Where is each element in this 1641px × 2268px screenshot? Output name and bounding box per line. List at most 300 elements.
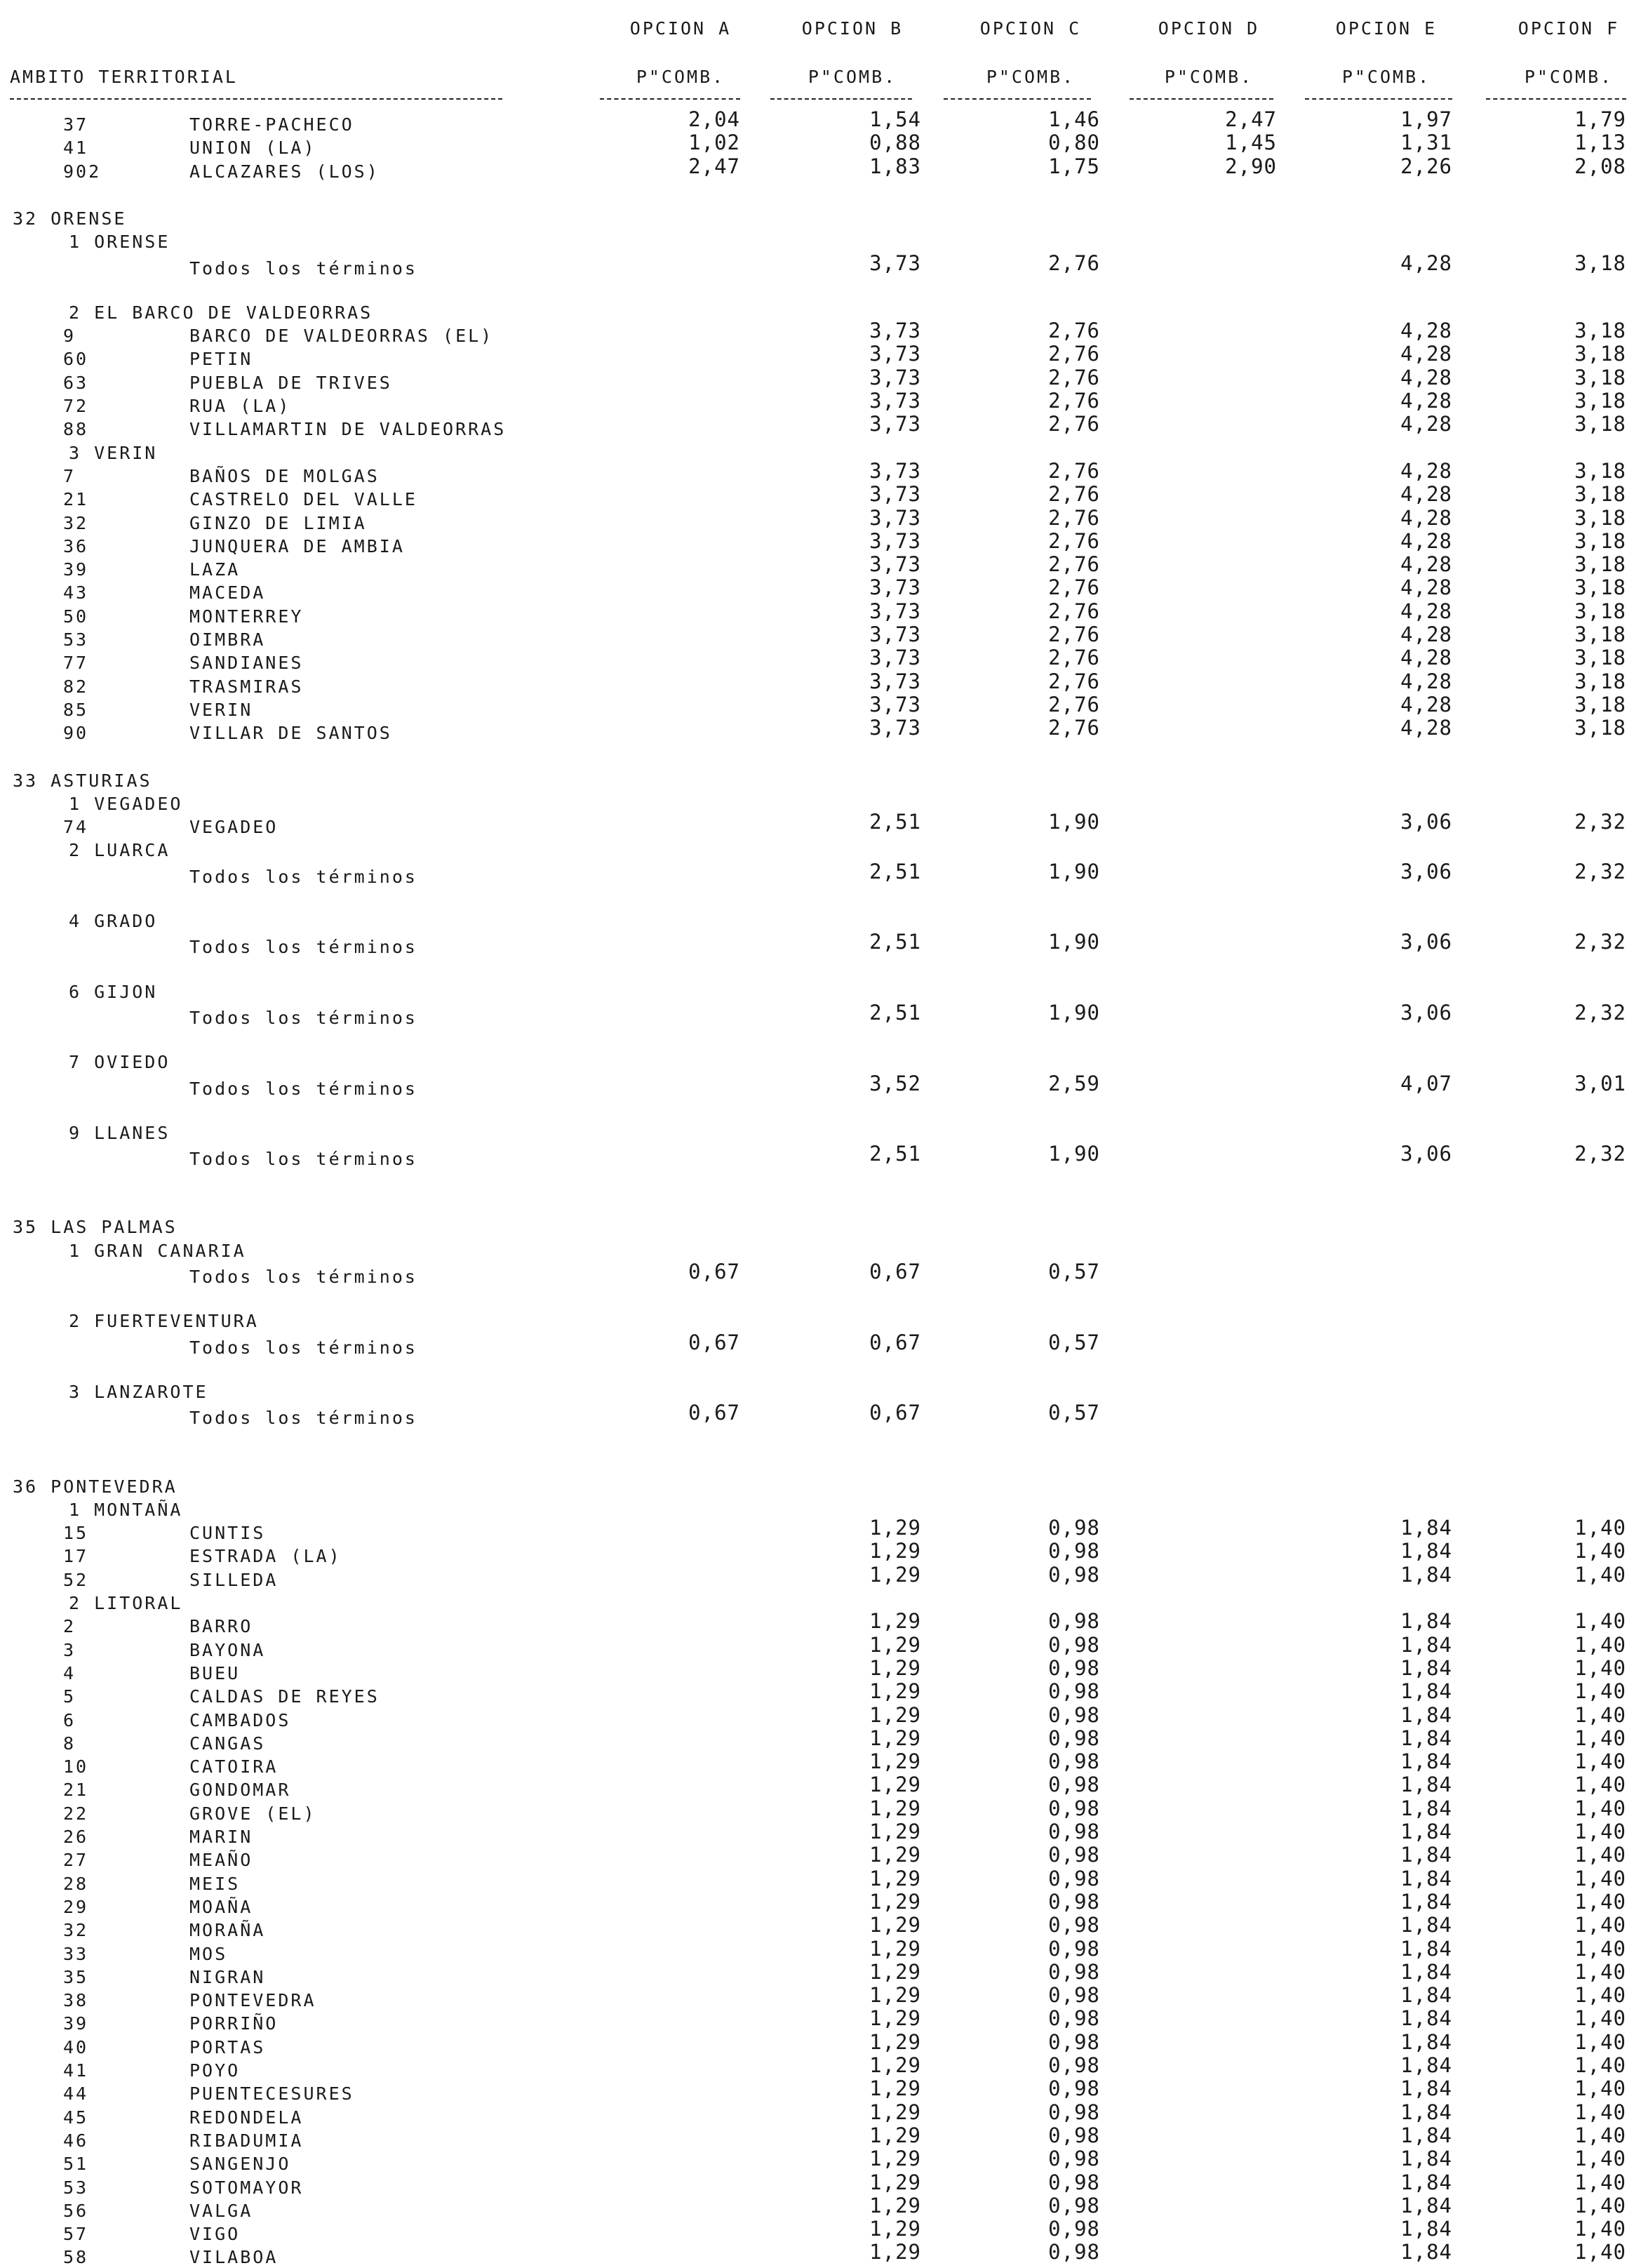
value-cell: 3,73 <box>869 669 921 693</box>
option-underline <box>944 98 1091 100</box>
value-cell: 2,32 <box>1574 930 1626 954</box>
value-cell: 3,73 <box>869 622 921 646</box>
value-cell: 1,40 <box>1574 2100 1626 2124</box>
value-cell: 0,98 <box>1048 1655 1100 1680</box>
all-terms-label: Todos los términos <box>189 1078 417 1099</box>
municipality-code: 58 <box>63 2247 89 2268</box>
value-cell: 1,46 <box>1048 107 1100 131</box>
value-cell: 1,84 <box>1400 2193 1452 2217</box>
municipality-name: ALCAZARES (LOS) <box>189 161 380 182</box>
value-cell: 1,40 <box>1574 1539 1626 1563</box>
municipality-name: POYO <box>189 2060 241 2081</box>
option-underline <box>1130 98 1273 100</box>
value-cell: 0,98 <box>1048 2240 1100 2264</box>
value-cell: 4,28 <box>1400 412 1452 436</box>
municipality-code: 44 <box>63 2083 89 2104</box>
value-cell: 2,32 <box>1574 859 1626 883</box>
municipality-code: 28 <box>63 1873 89 1894</box>
value-cell: 2,51 <box>869 1000 921 1025</box>
value-cell: 3,18 <box>1574 669 1626 693</box>
value-cell: 1,02 <box>688 131 740 155</box>
municipality-name: MEAÑO <box>189 1850 253 1871</box>
municipality-code: 77 <box>63 653 89 674</box>
value-cell: 0,98 <box>1048 2100 1100 2124</box>
value-cell: 1,29 <box>869 1539 921 1563</box>
value-cell: 1,84 <box>1400 1820 1452 1843</box>
municipality-name: MOAÑA <box>189 1896 253 1917</box>
value-cell: 1,40 <box>1574 1726 1626 1750</box>
value-cell: 2,76 <box>1048 622 1100 646</box>
municipality-code: 72 <box>63 396 89 416</box>
value-cell: 0,57 <box>1048 1260 1100 1283</box>
value-cell: 1,84 <box>1400 1843 1452 1867</box>
municipality-name: NIGRAN <box>189 1966 266 1987</box>
value-cell: 3,18 <box>1574 716 1626 740</box>
municipality-code: 33 <box>63 1943 89 1964</box>
municipality-name: MEIS <box>189 1873 241 1894</box>
option-underline <box>1305 98 1452 100</box>
value-cell: 1,84 <box>1400 1959 1452 1984</box>
municipality-name: CUNTIS <box>189 1523 266 1544</box>
municipality-code: 7 <box>63 465 76 486</box>
value-cell: 1,84 <box>1400 1773 1452 1797</box>
municipality-code: 85 <box>63 699 89 720</box>
value-cell: 1,90 <box>1048 859 1100 883</box>
value-cell: 1,40 <box>1574 1889 1626 1914</box>
municipality-name: SILLEDA <box>189 1569 279 1590</box>
value-cell: 0,98 <box>1048 2053 1100 2077</box>
value-cell: 1,84 <box>1400 1796 1452 1820</box>
value-cell: 1,40 <box>1574 1632 1626 1657</box>
zone-heading: 4 GRADO <box>69 911 158 931</box>
option-subheader: P"COMB. <box>986 67 1076 87</box>
value-cell: 0,67 <box>688 1330 740 1354</box>
value-cell: 3,73 <box>869 716 921 740</box>
value-cell: 0,98 <box>1048 1983 1100 2008</box>
municipality-code: 32 <box>63 512 89 533</box>
value-cell: 0,98 <box>1048 1749 1100 1774</box>
value-cell: 1,84 <box>1400 1726 1452 1750</box>
value-cell: 1,84 <box>1400 1562 1452 1587</box>
municipality-name: CAMBADOS <box>189 1709 291 1730</box>
zone-heading: 1 GRAN CANARIA <box>69 1240 246 1261</box>
value-cell: 2,08 <box>1574 154 1626 178</box>
value-cell: 0,98 <box>1048 1913 1100 1937</box>
municipality-name: TRASMIRAS <box>189 676 304 697</box>
value-cell: 1,40 <box>1574 2193 1626 2217</box>
municipality-code: 6 <box>63 1709 76 1730</box>
value-cell: 0,98 <box>1048 2123 1100 2147</box>
all-terms-label: Todos los términos <box>189 1408 417 1429</box>
value-cell: 0,98 <box>1048 1539 1100 1563</box>
value-cell: 1,29 <box>869 1726 921 1750</box>
value-cell: 4,28 <box>1400 646 1452 670</box>
value-cell: 1,84 <box>1400 2029 1452 2054</box>
value-cell: 3,73 <box>869 528 921 553</box>
municipality-code: 3 <box>63 1639 76 1660</box>
value-cell: 0,98 <box>1048 1632 1100 1657</box>
value-cell: 3,18 <box>1574 622 1626 646</box>
value-cell: 0,67 <box>869 1401 921 1425</box>
option-header: OPCION D <box>1158 18 1260 39</box>
option-subheader: P"COMB. <box>808 67 897 87</box>
value-cell: 0,98 <box>1048 2076 1100 2101</box>
municipality-name: VIGO <box>189 2224 241 2245</box>
value-cell: 2,51 <box>869 810 921 834</box>
value-cell: 4,28 <box>1400 365 1452 389</box>
municipality-name: GINZO DE LIMIA <box>189 512 367 533</box>
value-cell: 3,18 <box>1574 692 1626 716</box>
all-terms-label: Todos los términos <box>189 1267 417 1287</box>
option-header: OPCION E <box>1335 18 1438 39</box>
municipality-name: VERIN <box>189 699 253 720</box>
value-cell: 3,73 <box>869 342 921 366</box>
value-cell: 1,84 <box>1400 1913 1452 1937</box>
value-cell: 1,40 <box>1574 2006 1626 2031</box>
value-cell: 2,76 <box>1048 575 1100 600</box>
municipality-name: REDONDELA <box>189 2107 304 2128</box>
value-cell: 1,29 <box>869 2123 921 2147</box>
municipality-code: 2 <box>63 1616 76 1637</box>
value-cell: 1,40 <box>1574 2076 1626 2101</box>
value-cell: 4,28 <box>1400 342 1452 366</box>
zone-heading: 9 LLANES <box>69 1122 170 1143</box>
province-heading: 36 PONTEVEDRA <box>13 1476 178 1497</box>
option-underline <box>770 98 912 100</box>
value-cell: 0,98 <box>1048 2147 1100 2171</box>
value-cell: 2,47 <box>1225 107 1277 131</box>
value-cell: 1,84 <box>1400 1632 1452 1657</box>
value-cell: 0,98 <box>1048 2170 1100 2194</box>
value-cell: 3,18 <box>1574 482 1626 507</box>
municipality-code: 56 <box>63 2200 89 2221</box>
all-terms-label: Todos los términos <box>189 1337 417 1358</box>
value-cell: 2,76 <box>1048 482 1100 507</box>
municipality-code: 10 <box>63 1756 89 1777</box>
value-cell: 2,76 <box>1048 505 1100 530</box>
municipality-name: CASTRELO DEL VALLE <box>189 489 417 510</box>
value-cell: 1,40 <box>1574 1562 1626 1587</box>
value-cell: 2,51 <box>869 930 921 954</box>
municipality-code: 43 <box>63 582 89 603</box>
value-cell: 3,06 <box>1400 810 1452 834</box>
value-cell: 1,84 <box>1400 2006 1452 2031</box>
value-cell: 1,29 <box>869 1843 921 1867</box>
value-cell: 3,18 <box>1574 365 1626 389</box>
value-cell: 1,75 <box>1048 154 1100 178</box>
value-cell: 1,29 <box>869 1889 921 1914</box>
municipality-name: CALDAS DE REYES <box>189 1686 380 1707</box>
value-cell: 0,98 <box>1048 2006 1100 2031</box>
value-cell: 4,28 <box>1400 482 1452 507</box>
value-cell: 3,18 <box>1574 599 1626 623</box>
value-cell: 0,98 <box>1048 1609 1100 1634</box>
value-cell: 3,73 <box>869 692 921 716</box>
municipality-name: BAÑOS DE MOLGAS <box>189 465 380 486</box>
value-cell: 4,28 <box>1400 599 1452 623</box>
value-cell: 1,29 <box>869 1959 921 1984</box>
value-cell: 2,76 <box>1048 365 1100 389</box>
value-cell: 2,51 <box>869 1142 921 1166</box>
value-cell: 2,90 <box>1225 154 1277 178</box>
option-header: OPCION B <box>801 18 904 39</box>
value-cell: 1,84 <box>1400 2170 1452 2194</box>
municipality-name: RIBADUMIA <box>189 2130 304 2151</box>
value-cell: 3,06 <box>1400 859 1452 883</box>
value-cell: 4,28 <box>1400 716 1452 740</box>
value-cell: 1,40 <box>1574 1609 1626 1634</box>
municipality-code: 15 <box>63 1523 89 1544</box>
value-cell: 3,06 <box>1400 1000 1452 1025</box>
value-cell: 1,31 <box>1400 131 1452 155</box>
value-cell: 1,40 <box>1574 1820 1626 1843</box>
value-cell: 2,76 <box>1048 389 1100 413</box>
value-cell: 1,40 <box>1574 2170 1626 2194</box>
value-cell: 1,40 <box>1574 1516 1626 1540</box>
zone-heading: 2 LITORAL <box>69 1593 183 1613</box>
value-cell: 0,57 <box>1048 1330 1100 1354</box>
municipality-name: MARIN <box>189 1827 253 1847</box>
municipality-code: 26 <box>63 1827 89 1847</box>
zone-heading: 2 EL BARCO DE VALDEORRAS <box>69 302 373 323</box>
value-cell: 1,84 <box>1400 1749 1452 1774</box>
value-cell: 0,98 <box>1048 1702 1100 1727</box>
value-cell: 2,76 <box>1048 251 1100 275</box>
value-cell: 4,28 <box>1400 692 1452 716</box>
zone-heading: 2 FUERTEVENTURA <box>69 1311 259 1332</box>
value-cell: 3,73 <box>869 505 921 530</box>
zone-heading: 6 GIJON <box>69 981 158 1002</box>
value-cell: 1,40 <box>1574 1749 1626 1774</box>
option-subheader: P"COMB. <box>1524 67 1614 87</box>
municipality-code: 46 <box>63 2130 89 2151</box>
all-terms-label: Todos los términos <box>189 1149 417 1170</box>
value-cell: 2,76 <box>1048 342 1100 366</box>
value-cell: 3,18 <box>1574 528 1626 553</box>
value-cell: 4,28 <box>1400 458 1452 483</box>
value-cell: 3,73 <box>869 319 921 343</box>
value-cell: 1,29 <box>869 1983 921 2008</box>
all-terms-label: Todos los términos <box>189 937 417 958</box>
municipality-name: UNION (LA) <box>189 138 316 159</box>
municipality-code: 60 <box>63 349 89 370</box>
municipality-code: 53 <box>63 2177 89 2198</box>
value-cell: 3,73 <box>869 552 921 577</box>
municipality-name: MORAÑA <box>189 1920 266 1941</box>
zone-heading: 3 VERIN <box>69 442 158 463</box>
value-cell: 1,84 <box>1400 2217 1452 2241</box>
value-cell: 1,29 <box>869 2193 921 2217</box>
value-cell: 3,18 <box>1574 575 1626 600</box>
municipality-name: BARCO DE VALDEORRAS (EL) <box>189 326 494 347</box>
value-cell: 1,40 <box>1574 2123 1626 2147</box>
municipality-code: 38 <box>63 1990 89 2011</box>
value-cell: 1,83 <box>869 154 921 178</box>
zone-heading: 1 MONTAÑA <box>69 1499 183 1520</box>
value-cell: 4,28 <box>1400 319 1452 343</box>
value-cell: 1,40 <box>1574 1702 1626 1727</box>
value-cell: 3,73 <box>869 412 921 436</box>
value-cell: 1,45 <box>1225 131 1277 155</box>
value-cell: 1,40 <box>1574 1983 1626 2008</box>
value-cell: 3,73 <box>869 458 921 483</box>
municipality-name: VILLAMARTIN DE VALDEORRAS <box>189 419 507 440</box>
municipality-name: PORRIÑO <box>189 2013 279 2034</box>
value-cell: 1,40 <box>1574 1773 1626 1797</box>
value-cell: 1,29 <box>869 2240 921 2264</box>
value-cell: 1,40 <box>1574 1796 1626 1820</box>
municipality-code: 51 <box>63 2154 89 2175</box>
value-cell: 2,76 <box>1048 528 1100 553</box>
municipality-name: OIMBRA <box>189 629 266 650</box>
municipality-code: 57 <box>63 2224 89 2245</box>
option-header: OPCION C <box>979 18 1082 39</box>
value-cell: 1,84 <box>1400 2076 1452 2101</box>
value-cell: 1,84 <box>1400 2147 1452 2171</box>
value-cell: 1,29 <box>869 1773 921 1797</box>
municipality-code: 45 <box>63 2107 89 2128</box>
value-cell: 2,32 <box>1574 1000 1626 1025</box>
municipality-code: 21 <box>63 1780 89 1801</box>
value-cell: 1,40 <box>1574 1959 1626 1984</box>
municipality-code: 4 <box>63 1662 76 1683</box>
municipality-name: MACEDA <box>189 582 266 603</box>
municipality-name: SANGENJO <box>189 2154 291 2175</box>
value-cell: 2,32 <box>1574 810 1626 834</box>
municipality-code: 39 <box>63 2013 89 2034</box>
value-cell: 3,18 <box>1574 342 1626 366</box>
value-cell: 1,40 <box>1574 2147 1626 2171</box>
value-cell: 1,29 <box>869 1655 921 1680</box>
value-cell: 1,29 <box>869 2053 921 2077</box>
value-cell: 3,18 <box>1574 389 1626 413</box>
value-cell: 2,76 <box>1048 716 1100 740</box>
municipality-code: 36 <box>63 535 89 556</box>
value-cell: 0,88 <box>869 131 921 155</box>
option-subheader: P"COMB. <box>636 67 725 87</box>
value-cell: 1,84 <box>1400 1889 1452 1914</box>
value-cell: 3,73 <box>869 646 921 670</box>
value-cell: 2,47 <box>688 154 740 178</box>
value-cell: 3,18 <box>1574 646 1626 670</box>
municipality-code: 41 <box>63 2060 89 2081</box>
value-cell: 1,29 <box>869 1632 921 1657</box>
value-cell: 3,73 <box>869 482 921 507</box>
municipality-name: SOTOMAYOR <box>189 2177 304 2198</box>
municipality-code: 8 <box>63 1733 76 1754</box>
municipality-name: CATOIRA <box>189 1756 279 1777</box>
municipality-code: 40 <box>63 2036 89 2057</box>
municipality-code: 22 <box>63 1803 89 1824</box>
territory-label: AMBITO TERRITORIAL <box>10 67 238 87</box>
value-cell: 1,84 <box>1400 1936 1452 1961</box>
value-cell: 0,98 <box>1048 1866 1100 1890</box>
value-cell: 1,97 <box>1400 107 1452 131</box>
value-cell: 1,40 <box>1574 1655 1626 1680</box>
value-cell: 0,80 <box>1048 131 1100 155</box>
value-cell: 1,29 <box>869 1796 921 1820</box>
value-cell: 1,29 <box>869 2147 921 2171</box>
value-cell: 1,79 <box>1574 107 1626 131</box>
value-cell: 2,76 <box>1048 646 1100 670</box>
zone-heading: 1 ORENSE <box>69 232 170 253</box>
municipality-code: 74 <box>63 817 89 838</box>
value-cell: 0,98 <box>1048 1889 1100 1914</box>
municipality-name: BUEU <box>189 1662 241 1683</box>
value-cell: 1,29 <box>869 1820 921 1843</box>
municipality-code: 50 <box>63 606 89 627</box>
value-cell: 1,84 <box>1400 2240 1452 2264</box>
value-cell: 4,28 <box>1400 622 1452 646</box>
value-cell: 0,98 <box>1048 1679 1100 1704</box>
value-cell: 0,98 <box>1048 2029 1100 2054</box>
value-cell: 1,13 <box>1574 131 1626 155</box>
value-cell: 1,29 <box>869 2029 921 2054</box>
value-cell: 1,29 <box>869 2170 921 2194</box>
value-cell: 1,40 <box>1574 2053 1626 2077</box>
value-cell: 3,73 <box>869 365 921 389</box>
value-cell: 1,90 <box>1048 1000 1100 1025</box>
zone-heading: 7 OVIEDO <box>69 1052 170 1073</box>
value-cell: 1,40 <box>1574 2217 1626 2241</box>
value-cell: 1,54 <box>869 107 921 131</box>
value-cell: 0,98 <box>1048 2217 1100 2241</box>
value-cell: 1,40 <box>1574 1936 1626 1961</box>
option-header: OPCION F <box>1518 18 1620 39</box>
value-cell: 1,84 <box>1400 1516 1452 1540</box>
value-cell: 0,98 <box>1048 1773 1100 1797</box>
value-cell: 4,28 <box>1400 669 1452 693</box>
municipality-code: 29 <box>63 1896 89 1917</box>
value-cell: 3,01 <box>1574 1071 1626 1095</box>
all-terms-label: Todos los términos <box>189 866 417 887</box>
value-cell: 3,18 <box>1574 552 1626 577</box>
value-cell: 1,84 <box>1400 1866 1452 1890</box>
value-cell: 1,29 <box>869 1679 921 1704</box>
value-cell: 1,29 <box>869 1562 921 1587</box>
zone-heading: 3 LANZAROTE <box>69 1381 208 1402</box>
value-cell: 1,40 <box>1574 2240 1626 2264</box>
value-cell: 3,73 <box>869 575 921 600</box>
municipality-name: GROVE (EL) <box>189 1803 316 1824</box>
value-cell: 1,29 <box>869 1516 921 1540</box>
value-cell: 0,98 <box>1048 1959 1100 1984</box>
option-subheader: P"COMB. <box>1164 67 1254 87</box>
value-cell: 0,98 <box>1048 2193 1100 2217</box>
municipality-name: BAYONA <box>189 1639 266 1660</box>
value-cell: 3,18 <box>1574 458 1626 483</box>
value-cell: 4,07 <box>1400 1071 1452 1095</box>
value-cell: 3,18 <box>1574 251 1626 275</box>
value-cell: 1,84 <box>1400 1702 1452 1727</box>
value-cell: 0,67 <box>688 1401 740 1425</box>
territory-underline <box>10 98 502 100</box>
municipality-code: 902 <box>63 161 102 182</box>
value-cell: 1,84 <box>1400 1609 1452 1634</box>
value-cell: 3,18 <box>1574 319 1626 343</box>
option-underline <box>600 98 740 100</box>
province-heading: 33 ASTURIAS <box>13 770 152 791</box>
municipality-code: 82 <box>63 676 89 697</box>
municipality-name: GONDOMAR <box>189 1780 291 1801</box>
value-cell: 1,29 <box>869 2217 921 2241</box>
municipality-code: 21 <box>63 489 89 510</box>
value-cell: 1,29 <box>869 1913 921 1937</box>
value-cell: 4,28 <box>1400 528 1452 553</box>
all-terms-label: Todos los términos <box>189 258 417 279</box>
municipality-name: ESTRADA (LA) <box>189 1546 342 1567</box>
value-cell: 2,76 <box>1048 669 1100 693</box>
